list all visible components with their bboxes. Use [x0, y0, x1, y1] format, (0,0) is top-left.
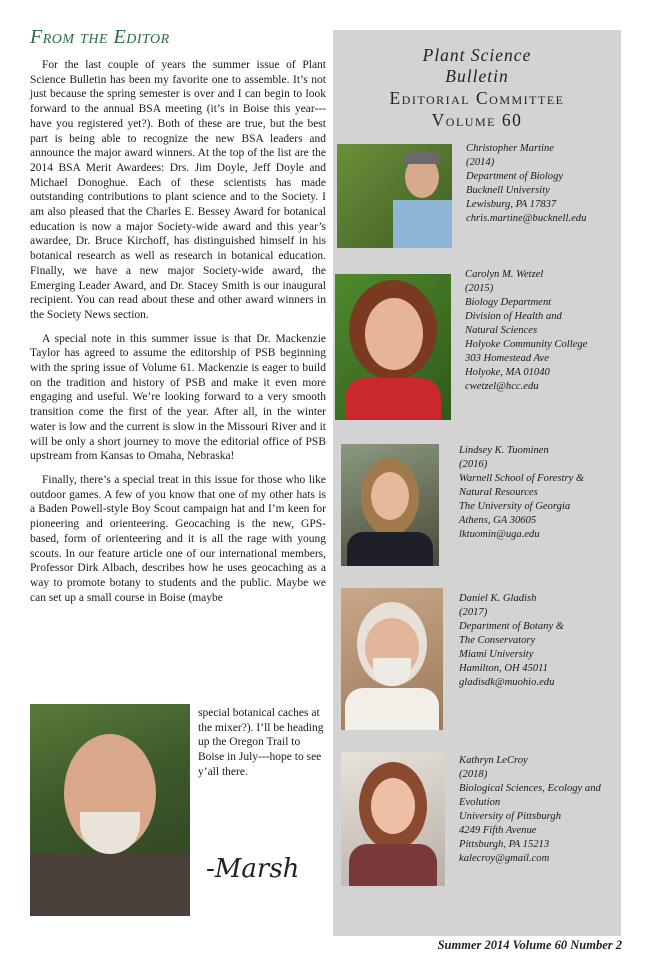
member-line: The Conservatory — [459, 635, 536, 646]
member-name: Daniel K. Gladish — [459, 593, 537, 604]
member-name: Carolyn M. Wetzel — [465, 269, 544, 280]
member-email[interactable]: kalecroy@gmail.com — [459, 853, 550, 864]
member-info-lecroy — [459, 754, 601, 866]
editor-signature: -Marsh — [206, 854, 300, 884]
member-line: Division of Health and — [465, 311, 562, 322]
issue-footer: Summer 2014 Volume 60 Number 2 — [437, 938, 622, 952]
editor-paragraph-2: A special note in this summer issue is that Dr. Mackenzie Taylor has agreed to assume the editorship of PSB beginning with the spring issue of Volume 61. Mackenzie is eager to build on the tradition and history of PSB and make it even more engaging and useful. We’re looking forward to a very smooth transition come the first of the year. After all, in the winter water is low and the current is slow in the Missouri River and it will be only a short journey to move the editorial office of PSB upstream from Kansas to Omaha, Nebraska! — [30, 332, 326, 463]
editorial-committee-sidebar — [333, 30, 621, 936]
member-photo-lecroy — [341, 752, 445, 886]
member-line: Lewisburg, PA 17837 — [466, 199, 557, 210]
member-info-tuominen — [459, 444, 584, 542]
member-info-martine — [466, 142, 586, 226]
member-line: Athens, GA 30605 — [459, 515, 537, 526]
member-name: Christopher Martine — [466, 143, 554, 154]
member-name: Lindsey K. Tuominen — [459, 445, 549, 456]
member-line: Evolution — [459, 797, 501, 808]
member-line: Natural Sciences — [465, 325, 538, 336]
member-line: Department of Biology — [466, 171, 564, 182]
member-line: Hamilton, OH 45011 — [459, 663, 548, 674]
member-line: The University of Georgia — [459, 501, 571, 512]
member-line: Pittsburgh, PA 15213 — [459, 839, 550, 850]
member-term: (2017) — [459, 607, 488, 618]
member-name: Kathryn LeCroy — [459, 755, 528, 766]
member-line: Natural Resources — [459, 487, 538, 498]
member-photo-wetzel — [335, 274, 451, 420]
editor-paragraph-3: Finally, there’s a special treat in this issue for those who like outdoor games. A few of you know that one of my other hats is a Baden Powell-style Boy Scout campaign hat and I’m keen for pioneering and orienteering. Geocaching is the new, GPS-based, form of orienteering and it is all the rage with young scouts. In our feature article one of our international members, Professor Dirk Albach, describes how he uses geocaching as a way to promote botany to students and the public. Maybe we can set up a small course in Boise (maybe — [30, 473, 326, 604]
member-photo-tuominen — [341, 444, 439, 566]
sidebar-title-line3: Editorial Committee — [389, 88, 565, 108]
editor-heading: From the Editor — [30, 26, 170, 48]
sidebar-title-line4: Volume 60 — [431, 110, 523, 130]
editor-paragraph-1: For the last couple of years the summer issue of Plant Science Bulletin has been my favorite one to assemble. It’s not just because the spring semester is over and I can begin to look forward to the annual BSA meeting (it’s in Boise this year---have you registered yet?). Both of these are true, but the best part is being able to recognize the new BSA leaders and announce the major award winners. At the top of the list are the 2014 BSA Merit Awardees: Drs. Jim Doyle, Jeff Doyle and Michael Donoghue. Each of these scientists has made outstanding contributions to plant science and to the Society. I am also pleased that the Charles E. Bessey Award for botanical education is now a major Society-wide award and this year’s awardee, Dr. Bruce Kirchoff, has distinguished himself in his botanical research as well as research in botanical education. Finally, we have a new major Society-wide award, the Emerging Leader Award, and Dr. Stacey Smith is our inaugural recipient. You can read about these and other award winners in the Society News section. — [30, 59, 326, 321]
editor-closing-text: special botanical caches at the mixer?). I’ll be heading up the Oregon Trail to Boise in July---hope to see y’all there. — [198, 707, 324, 778]
member-info-gladish — [459, 592, 564, 690]
member-line: Holyoke Community College — [465, 339, 588, 350]
member-line: Department of Botany & — [459, 621, 565, 632]
editor-letter — [30, 58, 326, 614]
member-email[interactable]: chris.martine@bucknell.edu — [466, 213, 587, 224]
member-line: Miami University — [459, 649, 534, 660]
member-email[interactable]: cwetzel@hcc.edu — [465, 381, 539, 392]
member-term: (2016) — [459, 459, 488, 470]
member-photo-martine — [337, 144, 452, 248]
member-line: Holyoke, MA 01040 — [465, 367, 550, 378]
member-line: Biological Sciences, Ecology and — [459, 783, 601, 794]
sidebar-title-line2: Bulletin — [445, 66, 509, 86]
member-email[interactable]: gladisdk@muohio.edu — [459, 677, 555, 688]
member-line: 303 Homestead Ave — [465, 353, 549, 364]
member-line: Warnell School of Forestry & — [459, 473, 585, 484]
member-line: 4249 Fifth Avenue — [459, 825, 537, 836]
member-term: (2015) — [465, 283, 494, 294]
member-email[interactable]: lktuomin@uga.edu — [459, 529, 540, 540]
member-info-wetzel — [465, 268, 587, 394]
member-term: (2014) — [466, 157, 495, 168]
member-term: (2018) — [459, 769, 488, 780]
member-line: University of Pittsburgh — [459, 811, 562, 822]
member-line: Bucknell University — [466, 185, 550, 196]
sidebar-title-line1: Plant Science — [422, 45, 532, 65]
member-photo-gladish — [341, 588, 443, 730]
editor-photo — [30, 704, 190, 916]
member-line: Biology Department — [465, 297, 552, 308]
